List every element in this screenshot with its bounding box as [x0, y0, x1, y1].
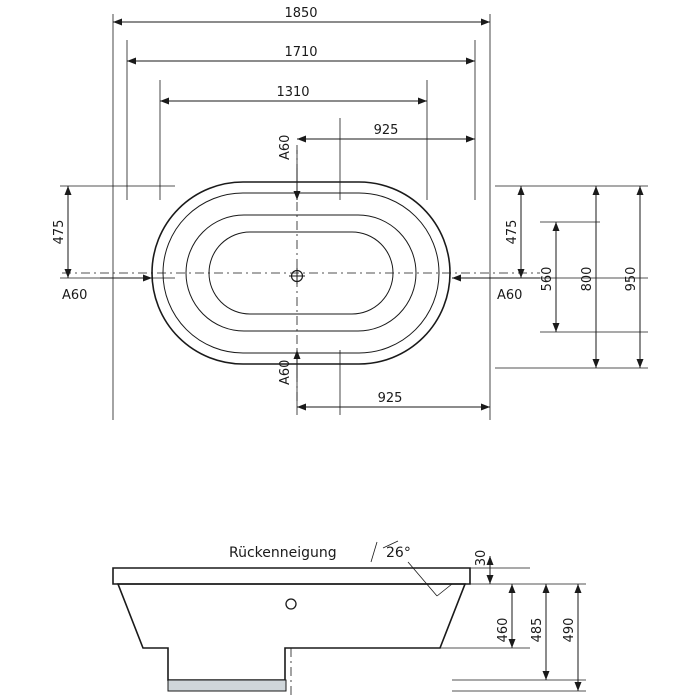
dim-overall-width — [624, 186, 640, 368]
dim-label-a60-bottom: A60 — [278, 359, 293, 385]
dim-depth-outer — [562, 584, 578, 691]
dim-inner-length-2 — [160, 85, 427, 101]
plan-extension-lines-h — [60, 186, 648, 368]
dim-depth-mid — [530, 584, 546, 680]
dim-label-560: 560 — [540, 266, 555, 292]
dim-mid-width — [580, 186, 596, 368]
section-view — [113, 541, 586, 698]
drain-crosshair-icon — [289, 268, 305, 284]
dim-left-height — [52, 186, 68, 278]
section-note-label: Rückenneigung — [229, 545, 337, 561]
dim-label-30: 30 — [474, 549, 489, 567]
dim-label-a60-top: A60 — [278, 134, 293, 160]
dim-label-1710: 1710 — [284, 45, 318, 60]
dim-overall-length — [113, 6, 490, 22]
dim-label-a60-left: A60 — [62, 288, 88, 303]
section-foot-shade — [168, 680, 286, 691]
dim-label-475-left: 475 — [52, 219, 67, 245]
overflow-hole-icon — [286, 599, 296, 609]
dim-label-1310: 1310 — [276, 85, 310, 100]
dim-label-475-right: 475 — [505, 219, 520, 245]
section-note-angle: 26° — [386, 545, 411, 561]
note-leader — [408, 562, 452, 596]
dim-inner-width — [540, 222, 556, 332]
dim-label-800: 800 — [580, 266, 595, 292]
dim-rim-thickness — [474, 550, 490, 584]
plan-view — [52, 6, 648, 420]
dim-label-925-top: 925 — [373, 123, 399, 138]
dim-inner-length-1 — [127, 45, 475, 61]
dim-label-950: 950 — [624, 266, 639, 292]
plan-extension-lines — [113, 14, 490, 420]
dim-right-height — [505, 186, 521, 278]
dim-label-460: 460 — [496, 617, 511, 643]
radius-label-bottom — [278, 350, 297, 385]
dim-label-485: 485 — [530, 617, 545, 643]
dim-drain-offset-bottom — [297, 391, 490, 407]
dim-label-925-bottom: 925 — [377, 391, 403, 406]
dim-label-a60-right: A60 — [497, 288, 523, 303]
radius-label-left — [62, 278, 152, 303]
radius-label-right — [452, 278, 540, 303]
dim-label-1850: 1850 — [284, 6, 318, 21]
dim-depth-inner — [496, 584, 512, 648]
section-rim — [113, 568, 470, 584]
dim-drain-offset-top — [297, 123, 475, 139]
radius-label-top — [278, 135, 297, 200]
dim-label-490: 490 — [562, 617, 577, 643]
